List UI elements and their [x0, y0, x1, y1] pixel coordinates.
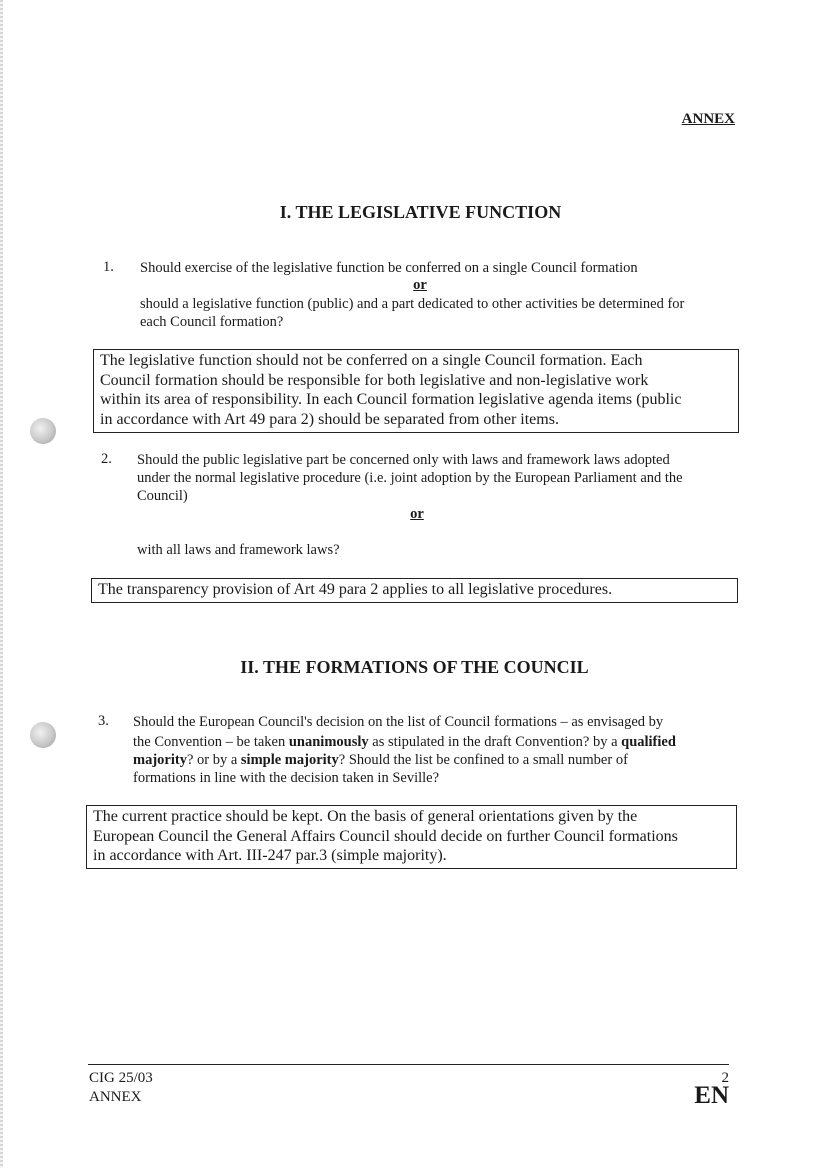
q3-bold-simple-majority: simple majority	[240, 752, 339, 768]
answer-1-line: Council formation should be responsible for both legislative and non-legislative work	[100, 371, 649, 389]
question-1-line-1: Should exercise of the legislative function be conferred on a single Council formation	[140, 260, 638, 276]
q3-bold-majority: majority	[133, 752, 187, 768]
question-3-line-3	[133, 751, 628, 769]
footer-language: EN	[694, 1082, 729, 1109]
question-number: 1.	[103, 259, 114, 275]
answer-3-line: European Council the General Affairs Council should decide on further Council formations	[93, 827, 678, 845]
q3-bold-unanimously: unanimously	[288, 734, 369, 750]
question-2-line-3: Council)	[137, 488, 188, 504]
footer-page-number: 2	[721, 1070, 729, 1086]
answer-box-2	[91, 578, 738, 603]
question-1-line-3: each Council formation?	[140, 314, 284, 330]
answer-1-line: in accordance with Art 49 para 2) should be separated from other items.	[100, 410, 559, 428]
answer-2-text: The transparency provision of Art 49 para 2 applies to all legislative procedures.	[98, 581, 613, 598]
or-separator: or	[410, 506, 424, 522]
q3-text: the Convention – be taken	[133, 734, 289, 750]
section-title-legislative-function: I. THE LEGISLATIVE FUNCTION	[279, 202, 562, 222]
question-2-line-1: Should the public legislative part be concerned only with laws and framework laws adopted	[137, 452, 670, 468]
question-number: 2.	[101, 451, 112, 467]
question-2-line-4: with all laws and framework laws?	[137, 542, 340, 558]
annex-heading: ANNEX	[681, 111, 735, 127]
q3-bold-qualified: qualified	[621, 734, 676, 750]
question-3-line-1: Should the European Council's decision on the list of Council formations – as envisaged by	[133, 714, 664, 730]
answer-box-1	[93, 349, 739, 433]
section-title-formations-of-council: II. THE FORMATIONS OF THE COUNCIL	[240, 657, 589, 677]
answer-1-line: within its area of responsibility. In each Council formation legislative agenda items (public	[100, 391, 682, 408]
question-3-line-4: formations in line with the decision taken in Seville?	[133, 770, 440, 786]
scan-edge	[0, 0, 3, 1168]
q3-text: ? Should the list be confined to a small number of	[338, 752, 628, 768]
answer-box-3	[86, 805, 737, 869]
question-1-line-2: should a legislative function (public) and a part dedicated to other activities be determined for	[140, 296, 685, 312]
question-number: 3.	[98, 713, 109, 729]
question-3-line-2	[133, 733, 676, 751]
footer-doc-ref: CIG 25/03	[89, 1070, 153, 1086]
q3-text: ? or by a	[186, 752, 241, 768]
q3-text: as stipulated in the draft Convention? by a	[368, 734, 622, 750]
question-2-line-2: under the normal legislative procedure (i.e. joint adoption by the European Parliament and the	[137, 470, 683, 486]
punch-hole-bottom	[30, 722, 56, 748]
footer-annex: ANNEX	[89, 1089, 142, 1105]
answer-1-line: The legislative function should not be conferred on a single Council formation. Each	[100, 352, 643, 369]
answer-3-line: in accordance with Art. III-247 par.3 (simple majority).	[93, 847, 447, 864]
answer-3-line: The current practice should be kept. On the basis of general orientations given by the	[93, 808, 638, 825]
punch-hole-top	[30, 418, 56, 444]
or-separator: or	[413, 277, 427, 293]
footer-rule	[88, 1064, 729, 1065]
